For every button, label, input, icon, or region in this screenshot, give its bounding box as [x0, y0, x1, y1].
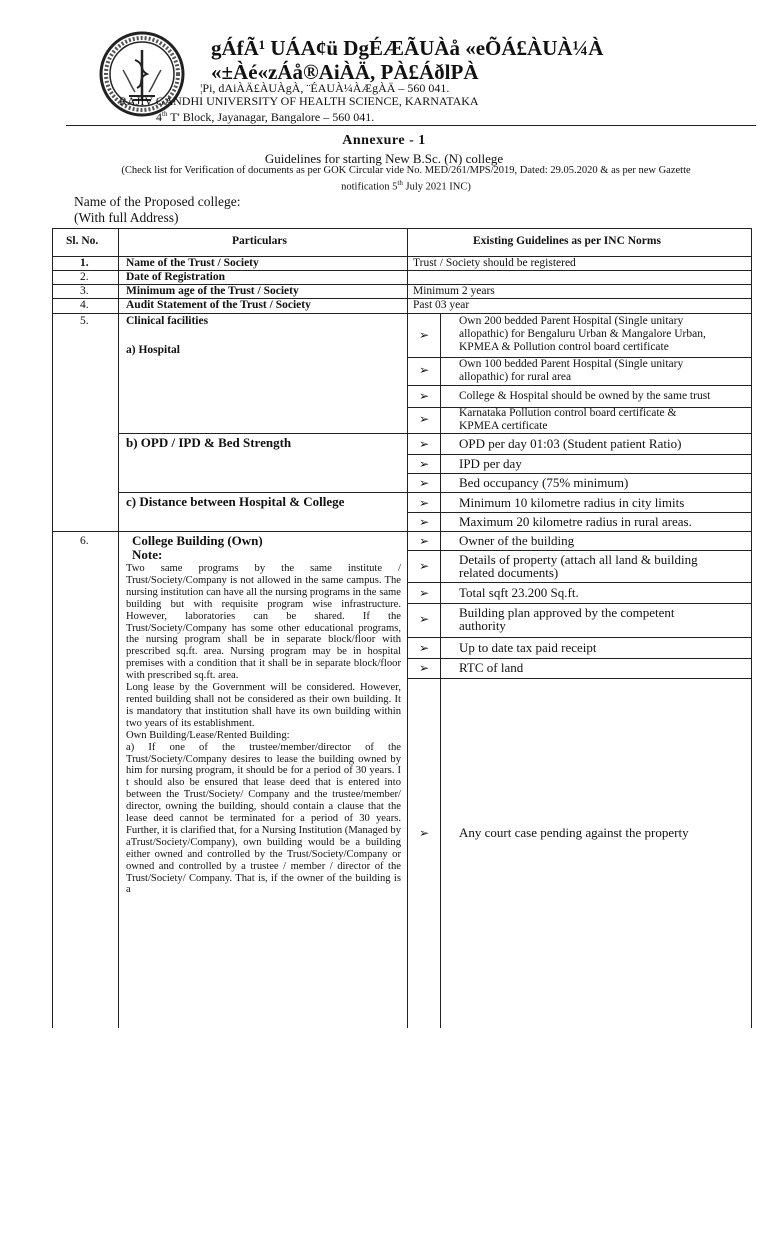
bullet-icon: ➢ [418, 534, 430, 548]
kannada-title-line1: gÁfÃ¹ UÁA¢ü DgÉÆÃUÀå «eÕÁ£ÀUÀ¼À [211, 36, 604, 60]
bullet-icon: ➢ [418, 363, 430, 377]
university-address: 4th T' Block, Jayanagar, Bangalore – 560 041. [156, 110, 375, 124]
document-subtitle: Guidelines for starting New B.Sc. (N) college [264, 151, 504, 166]
checklist-reference: (Check list for Verification of documents as per GOK Circular vide No. MED/261/MPS/2019, Dated: 29.05.2020 & as per new Gazette notification 5th July 2021 INC) [121, 165, 691, 193]
opd-guideline-1: OPD per day 01:03 (Student patient Ratio) [459, 436, 682, 451]
header-sl-no: Sl. No. [66, 235, 99, 247]
bullet-icon: ➢ [418, 559, 430, 573]
bullet-icon: ➢ [418, 437, 430, 451]
bullet-icon: ➢ [418, 612, 430, 626]
hospital-guideline-4: Karnataka Pollution control board certificate & KPMEA certificate [459, 407, 677, 432]
bullet-icon: ➢ [418, 457, 430, 471]
bullet-icon: ➢ [418, 826, 430, 840]
kannada-title-line2: «±Àé«zÁå®AiÀÄ, PÀ£ÁðlPÀ [211, 60, 479, 84]
annexure-title: Annexure - 1 [342, 133, 426, 148]
bullet-icon: ➢ [418, 328, 430, 342]
row-5-particular: Clinical facilities [126, 315, 209, 327]
row-4-guideline: Past 03 year [413, 299, 470, 311]
row-4-particular: Audit Statement of the Trust / Society [126, 299, 311, 311]
bullet-icon: ➢ [418, 476, 430, 490]
bullet-icon: ➢ [418, 496, 430, 510]
row-6-note-text: Two same programs by the same institute / Trust/Society/Company is not allowed in the same campus. The nursing institution can have all the nursing programs in the same building but with requisite program wise infrastructure. However, laboratories can be shared. If the Trust/Society/Company has some other educational programs, the nursing program shall be in separate block/floor with prescribed sq.ft. area. Nursing program may be in hospital premises with a condition that it shall be in separate block/floor with prescribed sq.ft. area. Long lease by the Government will be considered. However, rented building shall not be considered as their own building. It is mandatory that institution shall have its own building within two years of its establishment. Own Building/Lease/Rented Building: a) If one of the trustee/member/director of the Trust/Society/Company desires to lease the building owned by him for nursing program, it should be for a period of 30 years. I t should also be ensured that lease deed that is entered into between the Trust/Society/ Company and the trustee/member/ director, owning the building, should contain a clause that the lease deed cannot be terminated for a period of 30 years. Further, it is clarified that, for a Nursing Institution (Managed by aTrust/Society/Company), own building would be a building either owned and controlled by the Trust/Society/Company or owned and controlled by a trustee / member / director of the Trust/Society/ Company. That is, if the owner of the building is a [126, 563, 401, 896]
opd-guideline-3: Bed occupancy (75% minimum) [459, 475, 629, 490]
kannada-address: ¦Pi, dAiÀÄ£ÀUÀgÀ, ¨ÉAUÀ¼ÀÆgÀÄ – 560 041. [200, 81, 450, 95]
row-5-sl: 5. [80, 315, 89, 327]
bullet-icon: ➢ [418, 389, 430, 403]
opd-guideline-2: IPD per day [459, 456, 522, 471]
bullet-icon: ➢ [418, 412, 430, 426]
building-guideline-3: Total sqft 23.200 Sq.ft. [459, 585, 579, 600]
building-guideline-4: Building plan approved by the competent authority [459, 605, 675, 633]
bullet-icon: ➢ [418, 661, 430, 675]
distance-guideline-1: Minimum 10 kilometre radius in city limits [459, 495, 685, 510]
building-guideline-6: RTC of land [459, 660, 524, 675]
college-address-label: (With full Address) [74, 210, 179, 225]
bullet-icon: ➢ [418, 515, 430, 529]
building-guideline-5: Up to date tax paid receipt [459, 640, 597, 655]
header-particulars: Particulars [232, 235, 287, 247]
row-2-particular: Date of Registration [126, 271, 226, 283]
building-guideline-2: Details of property (attach all land & building related documents) [459, 552, 698, 580]
row-6-sl: 6. [80, 535, 89, 547]
header-guidelines: Existing Guidelines as per INC Norms [473, 235, 661, 247]
hospital-guideline-2: Own 100 bedded Parent Hospital (Single unitary allopathic) for rural area [459, 358, 684, 383]
bullet-icon: ➢ [418, 586, 430, 600]
college-name-label: Name of the Proposed college: [74, 194, 241, 209]
hospital-guideline-1: Own 200 bedded Parent Hospital (Single unitary allopathic) for Bengaluru Urban & Mangalore Urban, KPMEA & Pollution control board certificate [459, 315, 706, 353]
hospital-guideline-3: College & Hospital should be owned by the same trust [459, 390, 711, 402]
row-5-sub-opd: b) OPD / IPD & Bed Strength [126, 435, 292, 450]
row-3-sl: 3. [80, 285, 89, 297]
row-6-note-label: Note: [132, 547, 163, 562]
row-3-guideline: Minimum 2 years [413, 285, 495, 297]
distance-guideline-2: Maximum 20 kilometre radius in rural areas. [459, 514, 692, 529]
university-name: RAJIV GANDHI UNIVERSITY OF HEALTH SCIENCE, KARNATAKA [119, 94, 479, 108]
row-1-guideline: Trust / Society should be registered [413, 257, 576, 269]
row-5-sub-hospital: a) Hospital [126, 344, 180, 356]
row-1-sl: 1. [80, 257, 89, 269]
row-6-particular: College Building (Own) [132, 533, 263, 548]
row-1-particular: Name of the Trust / Society [126, 257, 259, 269]
row-3-particular: Minimum age of the Trust / Society [126, 285, 299, 297]
building-guideline-1: Owner of the building [459, 533, 575, 548]
row-5-sub-distance: c) Distance between Hospital & College [126, 494, 345, 509]
header-divider [66, 125, 756, 126]
building-guideline-7: Any court case pending against the property [459, 825, 689, 840]
bullet-icon: ➢ [418, 641, 430, 655]
row-2-sl: 2. [80, 271, 89, 283]
row-4-sl: 4. [80, 299, 89, 311]
